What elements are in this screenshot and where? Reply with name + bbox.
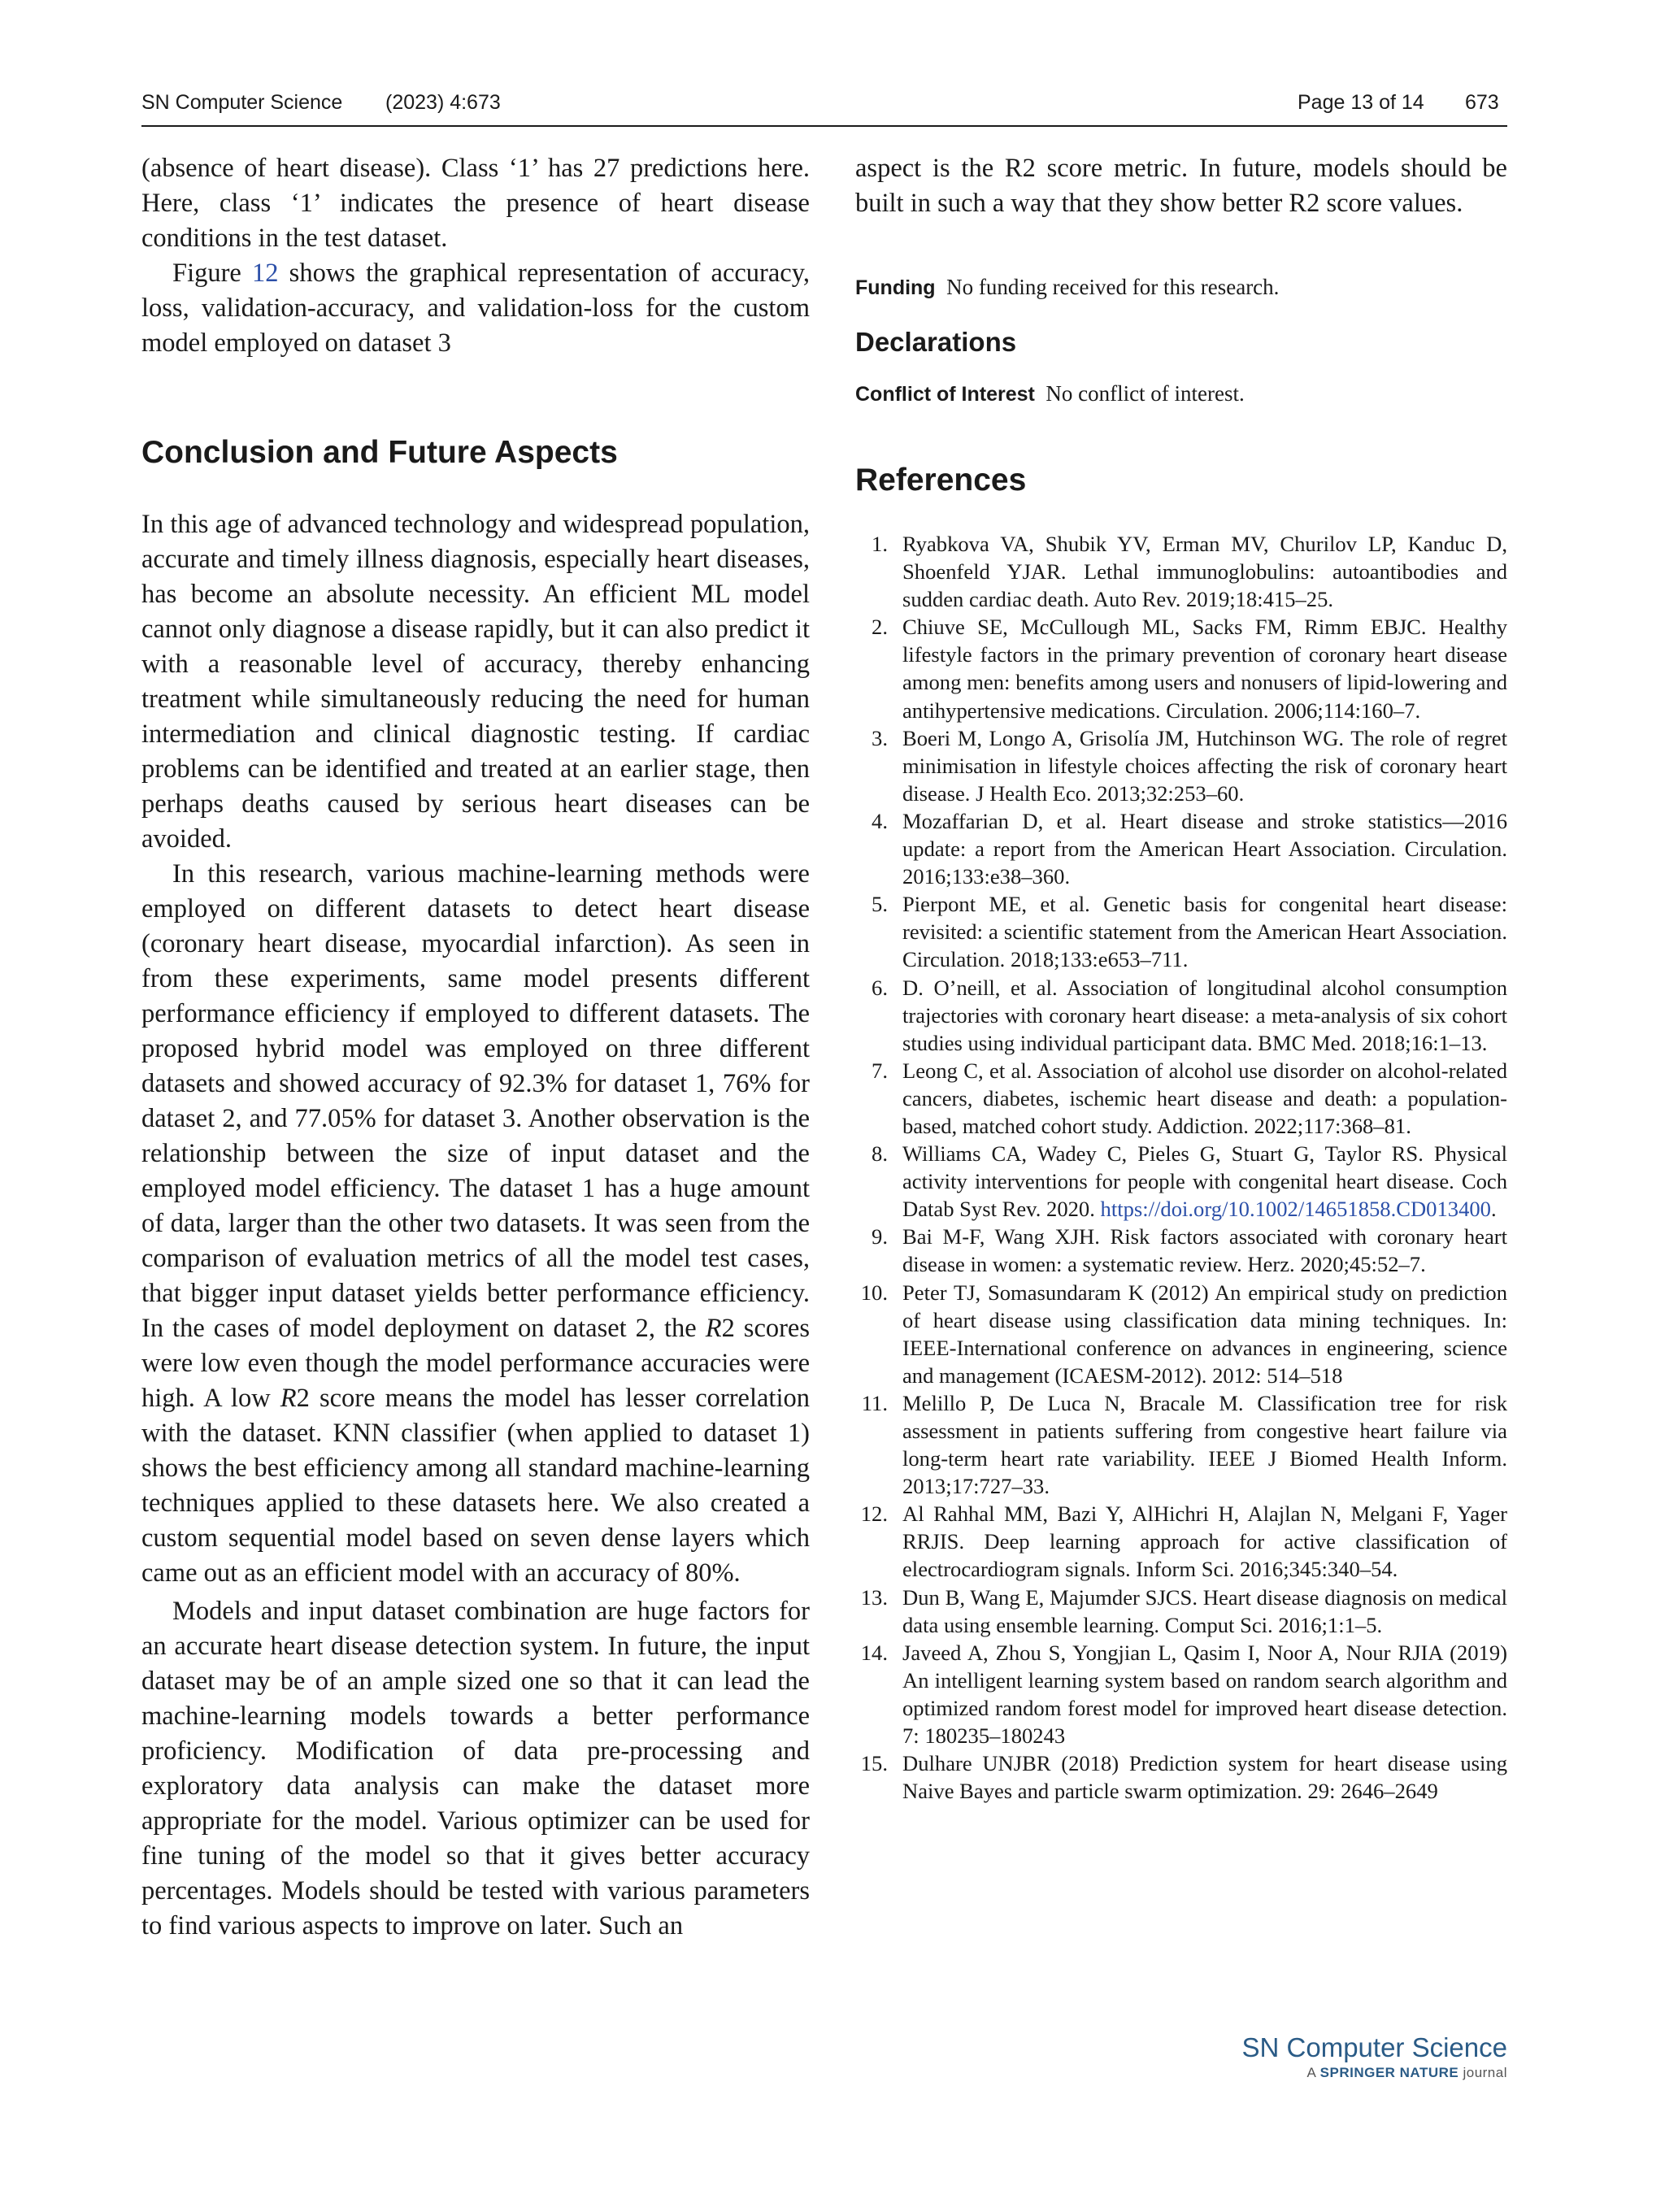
r-symbol: R (705, 1314, 722, 1343)
paragraph-5: Models and input dataset combination are huge factors for an accurate heart disease detection system. In future, the input dataset may be of an ample sized one so that it can lead the machine-learning models towards a better performance proficiency. Modification of data pre-processing and exploratory data analysis can make the dataset more appropriate for the model. Various optimizer can be used for fine tuning of the model so that it gives better accuracy percentages. Models should be tested with various parameters to find various aspects to improve on later. Such an (141, 1597, 810, 1940)
reference-number: 10. (860, 1280, 888, 1305)
reference-text: D. O’neill, et al. Association of longitudinal alcohol consumption trajectories with coronary heart disease: a meta-analysis of six cohort studies using individual participant data. BMC Med. 2018;16:1–13. (902, 975, 1507, 1055)
text: shows the graphical representation of accuracy, loss, validation-accuracy, and validation-loss for the custom model employed on dataset 3 (141, 259, 810, 358)
r-symbol: R (280, 1384, 297, 1413)
journal-footer (1242, 2032, 1507, 2081)
figure-link[interactable]: 12 (252, 259, 279, 288)
text: A (1306, 2065, 1320, 2080)
reference-text: Peter TJ, Somasundaram K (2012) An empirical study on prediction of heart disease using classification data mining techniques. In: IEEE-International conference on advances in engineering, science and management (ICAESM-2012). 2012: 514–518 (902, 1280, 1507, 1388)
header-issue: (2023) 4:673 (385, 91, 501, 114)
reference-number: 15. (860, 1751, 888, 1776)
paragraph-3: In this age of advanced technology and widespread population, accurate and timely illness diagnosis, especially heart diseases, has become an absolute necessity. An efficient ML model cannot only diagnose a disease rapidly, but it can also predict it with a reasonable level of accuracy, thereby enhancing treatment while simultaneously reducing the need for human intermediation and clinical diagnostic testing. If cardiac problems can be identified and treated at an earlier stage, then perhaps deaths caused by serious heart diseases can be avoided. (141, 510, 810, 854)
left-column (141, 151, 810, 1944)
header-journal: SN Computer Science (141, 91, 343, 114)
funding (855, 273, 1507, 302)
conflict-text: No conflict of interest. (1046, 381, 1245, 406)
text: 2 scores were low even though the model performance accuracies were high. A low (141, 1314, 811, 1413)
reference-item (855, 1223, 1507, 1278)
text: 2 score means the model has lesser correlation with the dataset. KNN classifier (when applied to dataset 1) shows the best efficiency among all standard machine-learning techniques applied to these datasets here. We also created a custom sequential model based on seven dense layers which came out as an efficient model with an accuracy of 80%. (141, 1384, 810, 1588)
reference-item (855, 724, 1507, 807)
reference-number: 5. (872, 892, 888, 917)
footer-publisher (1242, 2065, 1507, 2081)
reference-number: 9. (872, 1224, 888, 1249)
reference-text: Ryabkova VA, Shubik YV, Erman MV, Churilov LP, Kanduc D, Shoenfeld YJAR. Lethal immunoglobulins: autoantibodies and sudden cardiac death. Auto Rev. 2019;18:415–25. (902, 532, 1507, 612)
reference-number: 12. (860, 1501, 888, 1527)
reference-text: Javeed A, Zhou S, Yongjian L, Qasim I, Noor A, Nour RJIA (2019) An intelligent learning system based on random search algorithm and optimized random forest model for improved heart disease detection. 7: 180235–180243 (902, 1640, 1507, 1749)
reference-item (855, 974, 1507, 1057)
reference-number: 13. (860, 1584, 888, 1610)
reference-item (855, 1639, 1507, 1749)
reference-item (855, 530, 1507, 613)
reference-number: 4. (872, 808, 888, 833)
paragraph-4 (141, 857, 810, 1591)
springer-nature-logo: SPRINGER NATURE (1319, 2065, 1459, 2080)
references-heading: References (855, 463, 1027, 498)
reference-number: 7. (872, 1058, 888, 1083)
paragraph-continued: aspect is the R2 score metric. In future, models should be built in such a way that they show better R2 score values. (855, 154, 1507, 218)
reference-item (855, 807, 1507, 890)
reference-text: Chiuve SE, McCullough ML, Sacks FM, Rimm EBJC. Healthy lifestyle factors in the primary prevention of coronary heart disease among men: benefits among users and nonusers of lipid-lowering and antihypertensive medications. Circulation. 2006;114:160–7. (902, 615, 1507, 723)
reference-item (855, 1057, 1507, 1140)
paragraph-2 (141, 256, 810, 361)
reference-item (855, 890, 1507, 973)
funding-label: Funding (855, 276, 936, 299)
reference-item (855, 1584, 1507, 1639)
reference-number: 6. (872, 975, 888, 1000)
reference-text: Mozaffarian D, et al. Heart disease and stroke statistics—2016 update: a report from the American Heart Association. Circulation. 2016;133:e38–360. (902, 808, 1507, 889)
reference-text: Williams CA, Wadey C, Pieles G, Stuart G, Taylor RS. Physical activity interventions for people with congenital heart disease. Coch Datab Syst Rev. 2020. (902, 1141, 1507, 1222)
doi-link[interactable]: https://doi.org/10.1002/14651858.CD013400 (1100, 1197, 1491, 1222)
conflict-label: Conflict of Interest (855, 383, 1035, 406)
reference-item (855, 1749, 1507, 1805)
reference-text: Leong C, et al. Association of alcohol use disorder on alcohol-related cancers, diabetes, ischemic heart disease and death: a population-based, matched cohort study. Addiction. 2022;117:368–81. (902, 1058, 1507, 1138)
text: In this research, various machine-learning methods were employed on different datasets to detect heart disease (coronary heart disease, myocardial infarction). As seen in from these experiments, same model presents different performance efficiency if employed to different datasets. The proposed hybrid model was employed on three different datasets and showed accuracy of 92.3% for dataset 1, 76% for dataset 2, and 77.05% for dataset 3. Another observation is the relationship between the size of input dataset and the employed model efficiency. The dataset 1 has a huge amount of data, larger than the other two datasets. It was seen from the comparison of evaluation metrics of all the model test cases, that bigger input dataset yields better performance efficiency. In the cases of model deployment on dataset 2, the (141, 859, 810, 1343)
reference-text: Bai M-F, Wang XJH. Risk factors associated with coronary heart disease in women: a systematic review. Herz. 2020;45:52–7. (902, 1224, 1507, 1277)
reference-text: Dun B, Wang E, Majumder SJCS. Heart disease diagnosis on medical data using ensemble learning. Comput Sci. 2016;1:1–5. (902, 1584, 1507, 1637)
reference-list (855, 530, 1507, 1805)
reference-text: Boeri M, Longo A, Grisolía JM, Hutchinson WG. The role of regret minimisation in lifestyle choices affecting the risk of coronary heart disease. J Health Eco. 2013;32:253–60. (902, 725, 1507, 806)
reference-item (855, 1500, 1507, 1583)
reference-number: 14. (860, 1640, 888, 1665)
reference-item (855, 1389, 1507, 1500)
text: Figure (172, 259, 253, 288)
conflict-of-interest (855, 380, 1507, 408)
funding-text: No funding received for this research. (946, 275, 1280, 299)
reference-number: 1. (872, 532, 888, 556)
reference-number: 2. (872, 615, 888, 640)
reference-number: 3. (872, 725, 888, 750)
reference-text: Dulhare UNJBR (2018) Prediction system for heart disease using Naive Bayes and particle swarm optimization. 29: 2646–2649 (902, 1751, 1507, 1804)
reference-text: Al Rahhal MM, Bazi Y, AlHichri H, Alajlan N, Melgani F, Yager RRJIS. Deep learning approach for active classification of electrocardiogram signals. Inform Sci. 2016;345:340–54. (902, 1501, 1507, 1582)
reference-number: 11. (861, 1390, 888, 1415)
section-heading: Conclusion and Future Aspects (141, 435, 618, 470)
reference-number: 8. (872, 1141, 888, 1167)
header-article-number: 673 (1465, 91, 1499, 114)
reference-text: Melillo P, De Luca N, Bracale M. Classification tree for risk assessment in patients suffering from congestive heart failure via long-term heart rate variability. IEEE J Biomed Health Inform. 2013;17:727–33. (902, 1390, 1507, 1499)
reference-item (855, 613, 1507, 724)
footer-journal-name: SN Computer Science (1241, 2032, 1507, 2062)
declarations-heading: Declarations (855, 327, 1017, 357)
right-column (855, 151, 1507, 1805)
header-page: Page 13 of 14 (1298, 91, 1424, 114)
text: journal (1459, 2065, 1507, 2080)
reference-item: 8. Williams CA, Wadey C, Pieles G, Stuart G, Taylor RS. Physical activity interventions for people with congenital heart disease. Coch Datab Syst Rev. 2020. https://doi.org/10.1002/14651858.CD013400. (855, 1140, 1507, 1223)
running-header (141, 88, 1507, 127)
paragraph-1: (absence of heart disease). Class ‘1’ has 27 predictions here. Here, class ‘1’ indicates the presence of heart disease conditions in the test dataset. (141, 154, 810, 253)
reference-item (855, 1279, 1507, 1389)
reference-text: Pierpont ME, et al. Genetic basis for congenital heart disease: revisited: a scientific statement from the American Heart Association. Circulation. 2018;133:e653–711. (902, 892, 1507, 972)
